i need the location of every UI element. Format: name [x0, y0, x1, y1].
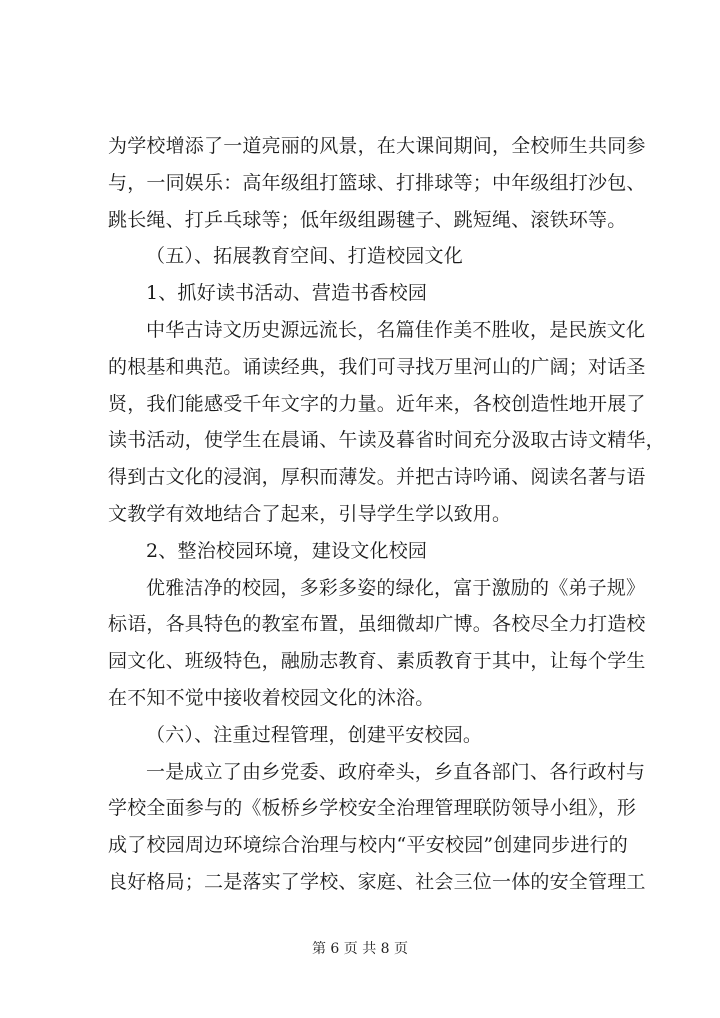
text-line: 成了校园周边环境综合治理与校内“平安校园”创建同步进行的: [108, 834, 628, 857]
subsection-heading: 2、整治校园环境，建设文化校园: [146, 539, 428, 562]
text-line: 得到古文化的浸润，厚积而薄发。并把古诗吟诵、阅读名著与语: [108, 466, 646, 489]
page-number: 第 6 页 共 8 页: [311, 941, 409, 957]
text-line: 贤，我们能感受千年文字的力量。近年来，各校创造性地开展了: [108, 392, 646, 415]
text-line: 良好格局；二是落实了学校、家庭、社会三位一体的安全管理工: [108, 870, 646, 893]
text-line: 标语，各具特色的教室布置，虽细微却广博。各校尽全力打造校: [108, 613, 646, 636]
text-line: 一是成立了由乡党委、政府牵头，乡直各部门、各行政村与: [146, 760, 646, 783]
text-line: 中华古诗文历史源远流长，名篇佳作美不胜收，是民族文化: [146, 318, 646, 341]
text-line: 优雅洁净的校园，多彩多姿的绿化，富于激励的《弟子规》: [146, 576, 646, 599]
subsection-heading: 1、抓好读书活动、营造书香校园: [146, 282, 428, 305]
text-line: 学校全面参与的《板桥乡学校安全治理管理联防领导小组》，形: [108, 797, 637, 820]
text-line: 跳长绳、打乒乓球等；低年级组踢毽子、跳短绳、滚铁环等。: [108, 208, 627, 231]
text-line: 与，一同娱乐：高年级组打篮球、打排球等；中年级组打沙包、: [108, 171, 646, 194]
text-line: 在不知不觉中接收着校园文化的沐浴。: [108, 686, 435, 709]
text-line: 为学校增添了一道亮丽的风景，在大课间期间，全校师生共同参: [108, 135, 646, 157]
document-body: [108, 128, 665, 901]
text-line: 园文化、班级特色，融励志教育、素质教育于其中，让每个学生: [108, 650, 646, 673]
section-heading: （五）、拓展教育空间、打造校园文化: [146, 245, 463, 268]
section-heading: （六）、注重过程管理，创建平安校园。: [146, 723, 483, 746]
text-line: 的根基和典范。诵读经典，我们可寻找万里河山的广阔；对话圣: [108, 355, 646, 378]
text-line: 读书活动，使学生在晨诵、午读及暮省时间充分汲取古诗文精华，: [108, 429, 665, 452]
text-line: 文教学有效地结合了起来，引导学生学以致用。: [108, 502, 512, 525]
